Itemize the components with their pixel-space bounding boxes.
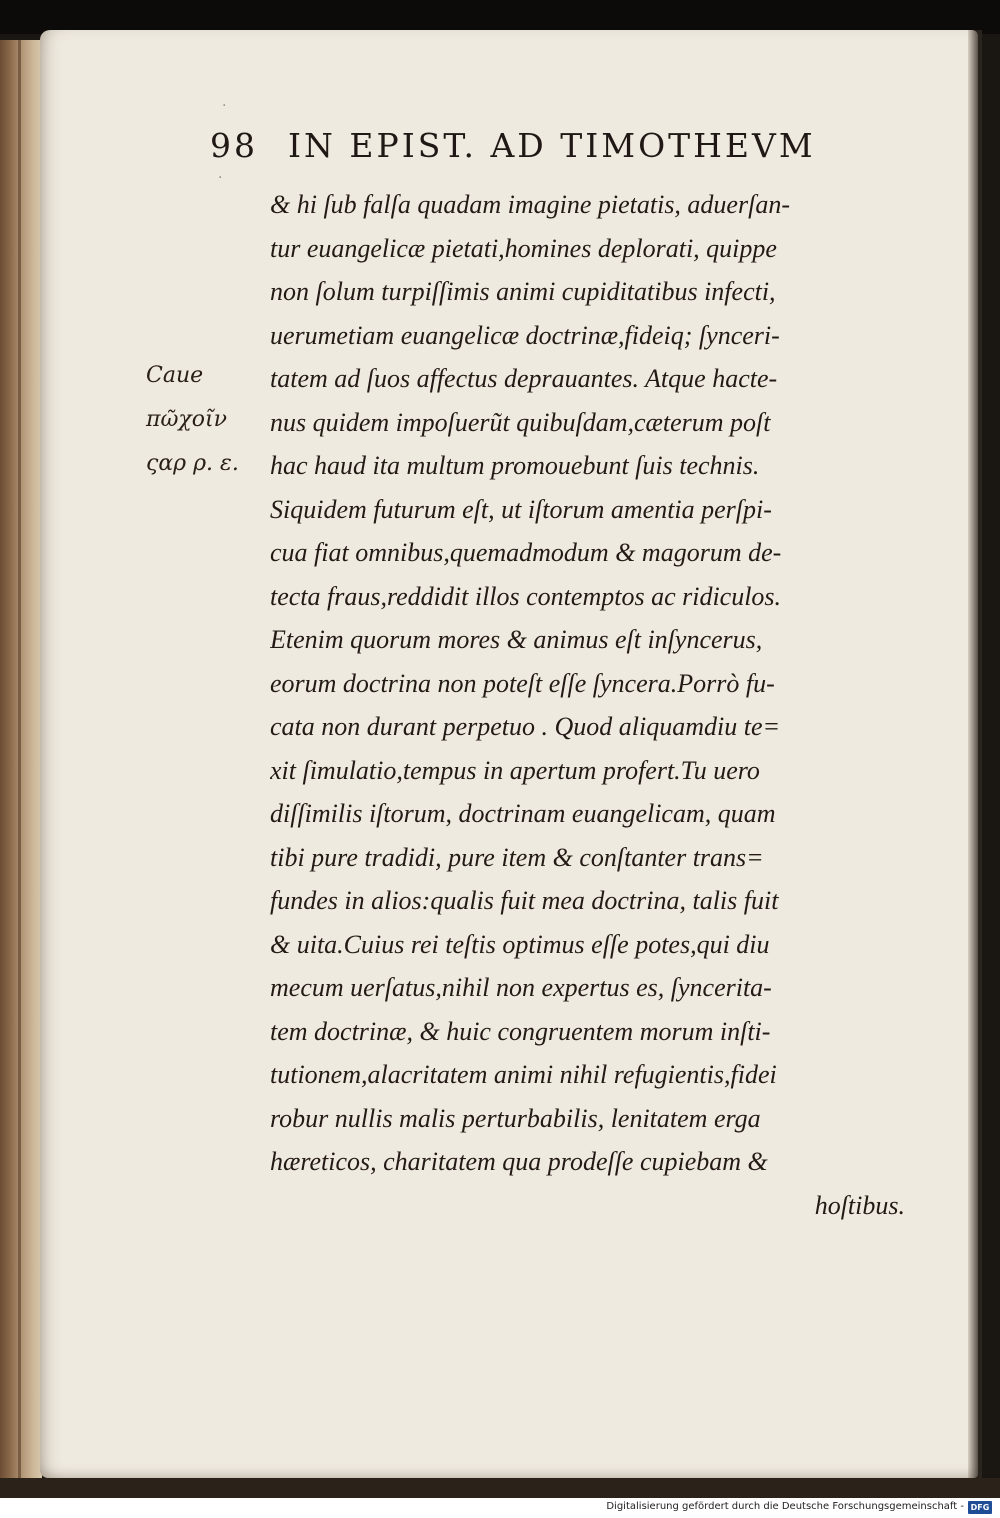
scan-background-top [0,0,1000,34]
text-line: tem doctrinæ, & huic congruentem morum inſti- [270,1016,771,1046]
text-line: diſſimilis iſtorum, doctrinam euangelicam, quam [270,799,776,828]
footer-credit: Digitalisierung gefördert durch die Deutsche Forschungsgemeinschaft - [606,1501,964,1512]
dfg-logo: DFG [968,1501,992,1514]
text-line: tur euangelicæ pietati,homines deplorati, quippe [270,233,777,263]
ink-speck: · [218,170,223,186]
text-line: & hi ſub falſa quadam imagine pietatis, aduerſan- [270,190,790,219]
running-head-title: IN EPIST. AD TIMOTHEVM [288,126,816,165]
text-line: non ſolum turpiſſimis animi cupiditatibus infecti, [270,277,776,306]
margin-note-line: πῶχοῖν [146,407,227,432]
text-line: cua fiat omnibus,quemadmodum & magorum de- [270,538,782,567]
body-text [270,183,915,1227]
text-line: tibi pure tradidi, pure item & conſtanter trans= [270,842,764,872]
page-right-shadow [968,30,982,1480]
text-line: cata non durant perpetuo . Quod aliquamdiu te= [270,712,781,741]
ink-speck: · [222,98,227,114]
margin-note [146,354,239,486]
text-line: & uita.Cuius rei teſtis optimus eſſe potes,qui diu [270,929,770,959]
text-line: tecta fraus,reddidit illos contemptos ac ridiculos. [270,581,782,611]
running-head [210,126,916,165]
book-edge-line [18,40,21,1480]
text-line: robur nullis malis perturbabilis, lenitatem erga [270,1103,761,1133]
text-line: nus quidem impoſuerũt quibuſdam,cæterum poſt [270,407,771,437]
text-line: mecum uerſatus,nihil non expertus es, ſyncerita- [270,973,772,1002]
text-line-catchword: hoſtibus. [814,1190,905,1220]
margin-note-line: Caue [146,363,204,388]
text-line: hæreticos, charitatem qua prodeſſe cupiebam & [270,1147,768,1176]
margin-note-line: ςαρ ρ. ε. [146,451,239,476]
text-line: hac haud ita multum promouebunt ſuis technis. [270,451,760,480]
text-line: xit ſimulatio,tempus in apertum profert.Tu uero [270,755,760,785]
book-spine-edge [0,40,42,1480]
text-line: Etenim quorum mores & animus eſt inſyncerus, [270,625,763,654]
scan-background-bottom [0,1478,1000,1498]
text-line: Siquidem futurum eſt, ut iſtorum amentia perſpi- [270,494,772,524]
text-line: uerumetiam euangelicæ doctrinæ,fideiq; ſynceri- [270,320,780,350]
page-number: 98 [210,126,258,165]
text-line: fundes in alios:qualis fuit mea doctrina, talis fuit [270,886,779,915]
footer-bar [0,1498,1000,1518]
text-line: tatem ad ſuos affectus deprauantes. Atque hacte- [270,364,778,393]
text-line: eorum doctrina non poteſt eſſe ſyncera.Porrò fu- [270,668,775,698]
text-line: tutionem,alacritatem animi nihil refugientis,fidei [270,1060,777,1089]
